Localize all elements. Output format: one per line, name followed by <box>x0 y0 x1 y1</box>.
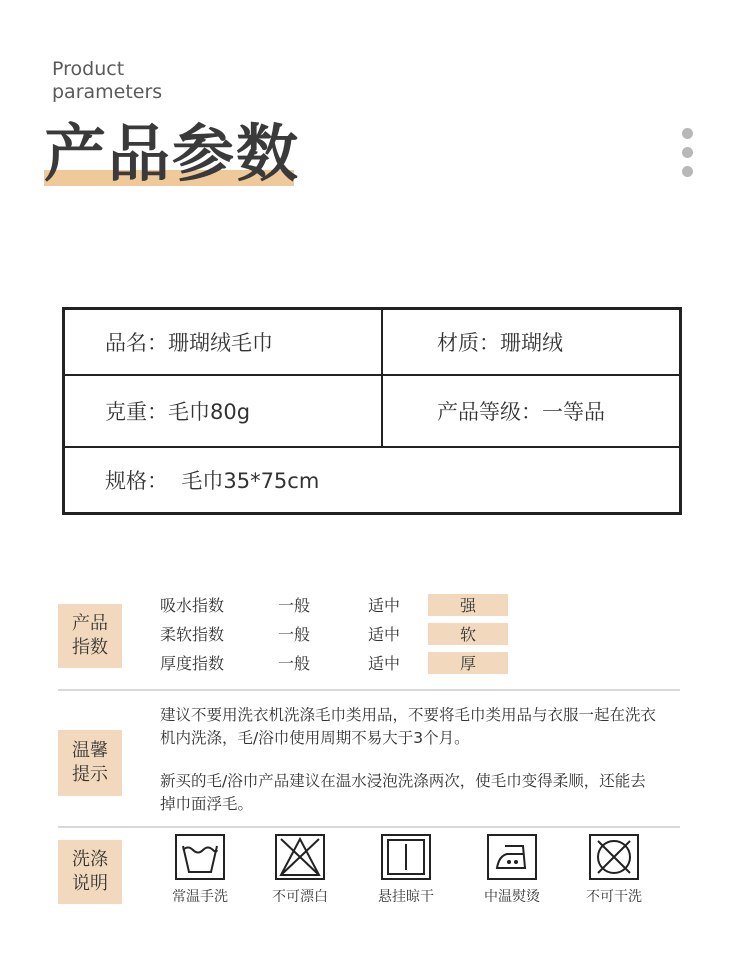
tips-tag-line-1: 温馨 <box>72 740 108 761</box>
tip-paragraph-2: 新买的毛/浴巾产品建议在温水浸泡洗涤两次，使毛巾变得柔顺，还能去掉巾面浮毛。 <box>160 772 646 813</box>
index-tag <box>58 604 122 668</box>
care-label: 中温熨烫 <box>484 889 540 905</box>
index-row <box>160 651 508 674</box>
index-mid: 适中 <box>368 625 401 644</box>
care-item <box>160 834 240 906</box>
index-high: 强 <box>428 594 508 616</box>
index-high: 厚 <box>428 652 508 674</box>
care-item <box>574 834 654 906</box>
index-row <box>160 622 508 645</box>
index-mid: 适中 <box>368 654 401 673</box>
care-item <box>260 834 340 906</box>
index-high: 软 <box>428 623 508 645</box>
care-label: 常温手洗 <box>172 889 228 905</box>
index-low: 一般 <box>278 596 311 615</box>
header-subtitle <box>52 58 252 104</box>
hang-dry-icon <box>381 834 431 880</box>
section-divider <box>58 826 680 828</box>
no-bleach-icon <box>275 834 325 880</box>
index-low: 一般 <box>278 625 311 644</box>
index-low: 一般 <box>278 654 311 673</box>
iron-medium-icon <box>487 834 537 880</box>
spec-row <box>65 310 679 376</box>
more-dots-icon <box>682 128 693 185</box>
subtitle-line-1: Product <box>52 58 125 80</box>
no-dry-clean-icon <box>589 834 639 880</box>
care-label: 不可漂白 <box>272 889 328 905</box>
tip-paragraph-1: 建议不要用洗衣机洗涤毛巾类用品，不要将毛巾类用品与衣服一起在洗衣机内洗涤，毛/浴巾使用周期不易大于3个月。 <box>160 706 657 747</box>
care-tag-line-1: 洗涤 <box>72 849 108 870</box>
index-mid: 适中 <box>368 596 401 615</box>
index-tag-line-1: 产品 <box>72 613 108 634</box>
index-row <box>160 593 508 616</box>
title-block <box>44 118 300 190</box>
spec-weight: 克重：毛巾80g <box>65 376 383 446</box>
index-name: 柔软指数 <box>160 625 225 644</box>
care-item <box>366 834 446 906</box>
index-name: 厚度指数 <box>160 654 225 673</box>
spec-grade: 产品等级：一等品 <box>437 400 605 424</box>
subtitle-line-2: parameters <box>52 81 163 103</box>
spec-table <box>62 307 682 515</box>
tips-tag <box>58 730 122 796</box>
care-label: 不可干洗 <box>586 889 642 905</box>
page-title: 产品参数 <box>44 117 301 190</box>
spec-row <box>65 448 679 512</box>
care-label: 悬挂晾干 <box>378 889 434 905</box>
tips-tag-line-2: 提示 <box>72 764 108 785</box>
section-divider <box>58 689 680 691</box>
index-tag-line-2: 指数 <box>72 637 108 658</box>
spec-name: 品名：珊瑚绒毛巾 <box>65 310 383 374</box>
index-name: 吸水指数 <box>160 596 225 615</box>
spec-size: 规格： 毛巾35*75cm <box>105 469 320 493</box>
spec-material: 材质：珊瑚绒 <box>437 331 563 355</box>
spec-row <box>65 376 679 448</box>
hand-wash-icon <box>175 834 225 880</box>
care-tag-line-2: 说明 <box>72 873 108 894</box>
care-item <box>472 834 552 906</box>
care-tag <box>58 840 122 904</box>
